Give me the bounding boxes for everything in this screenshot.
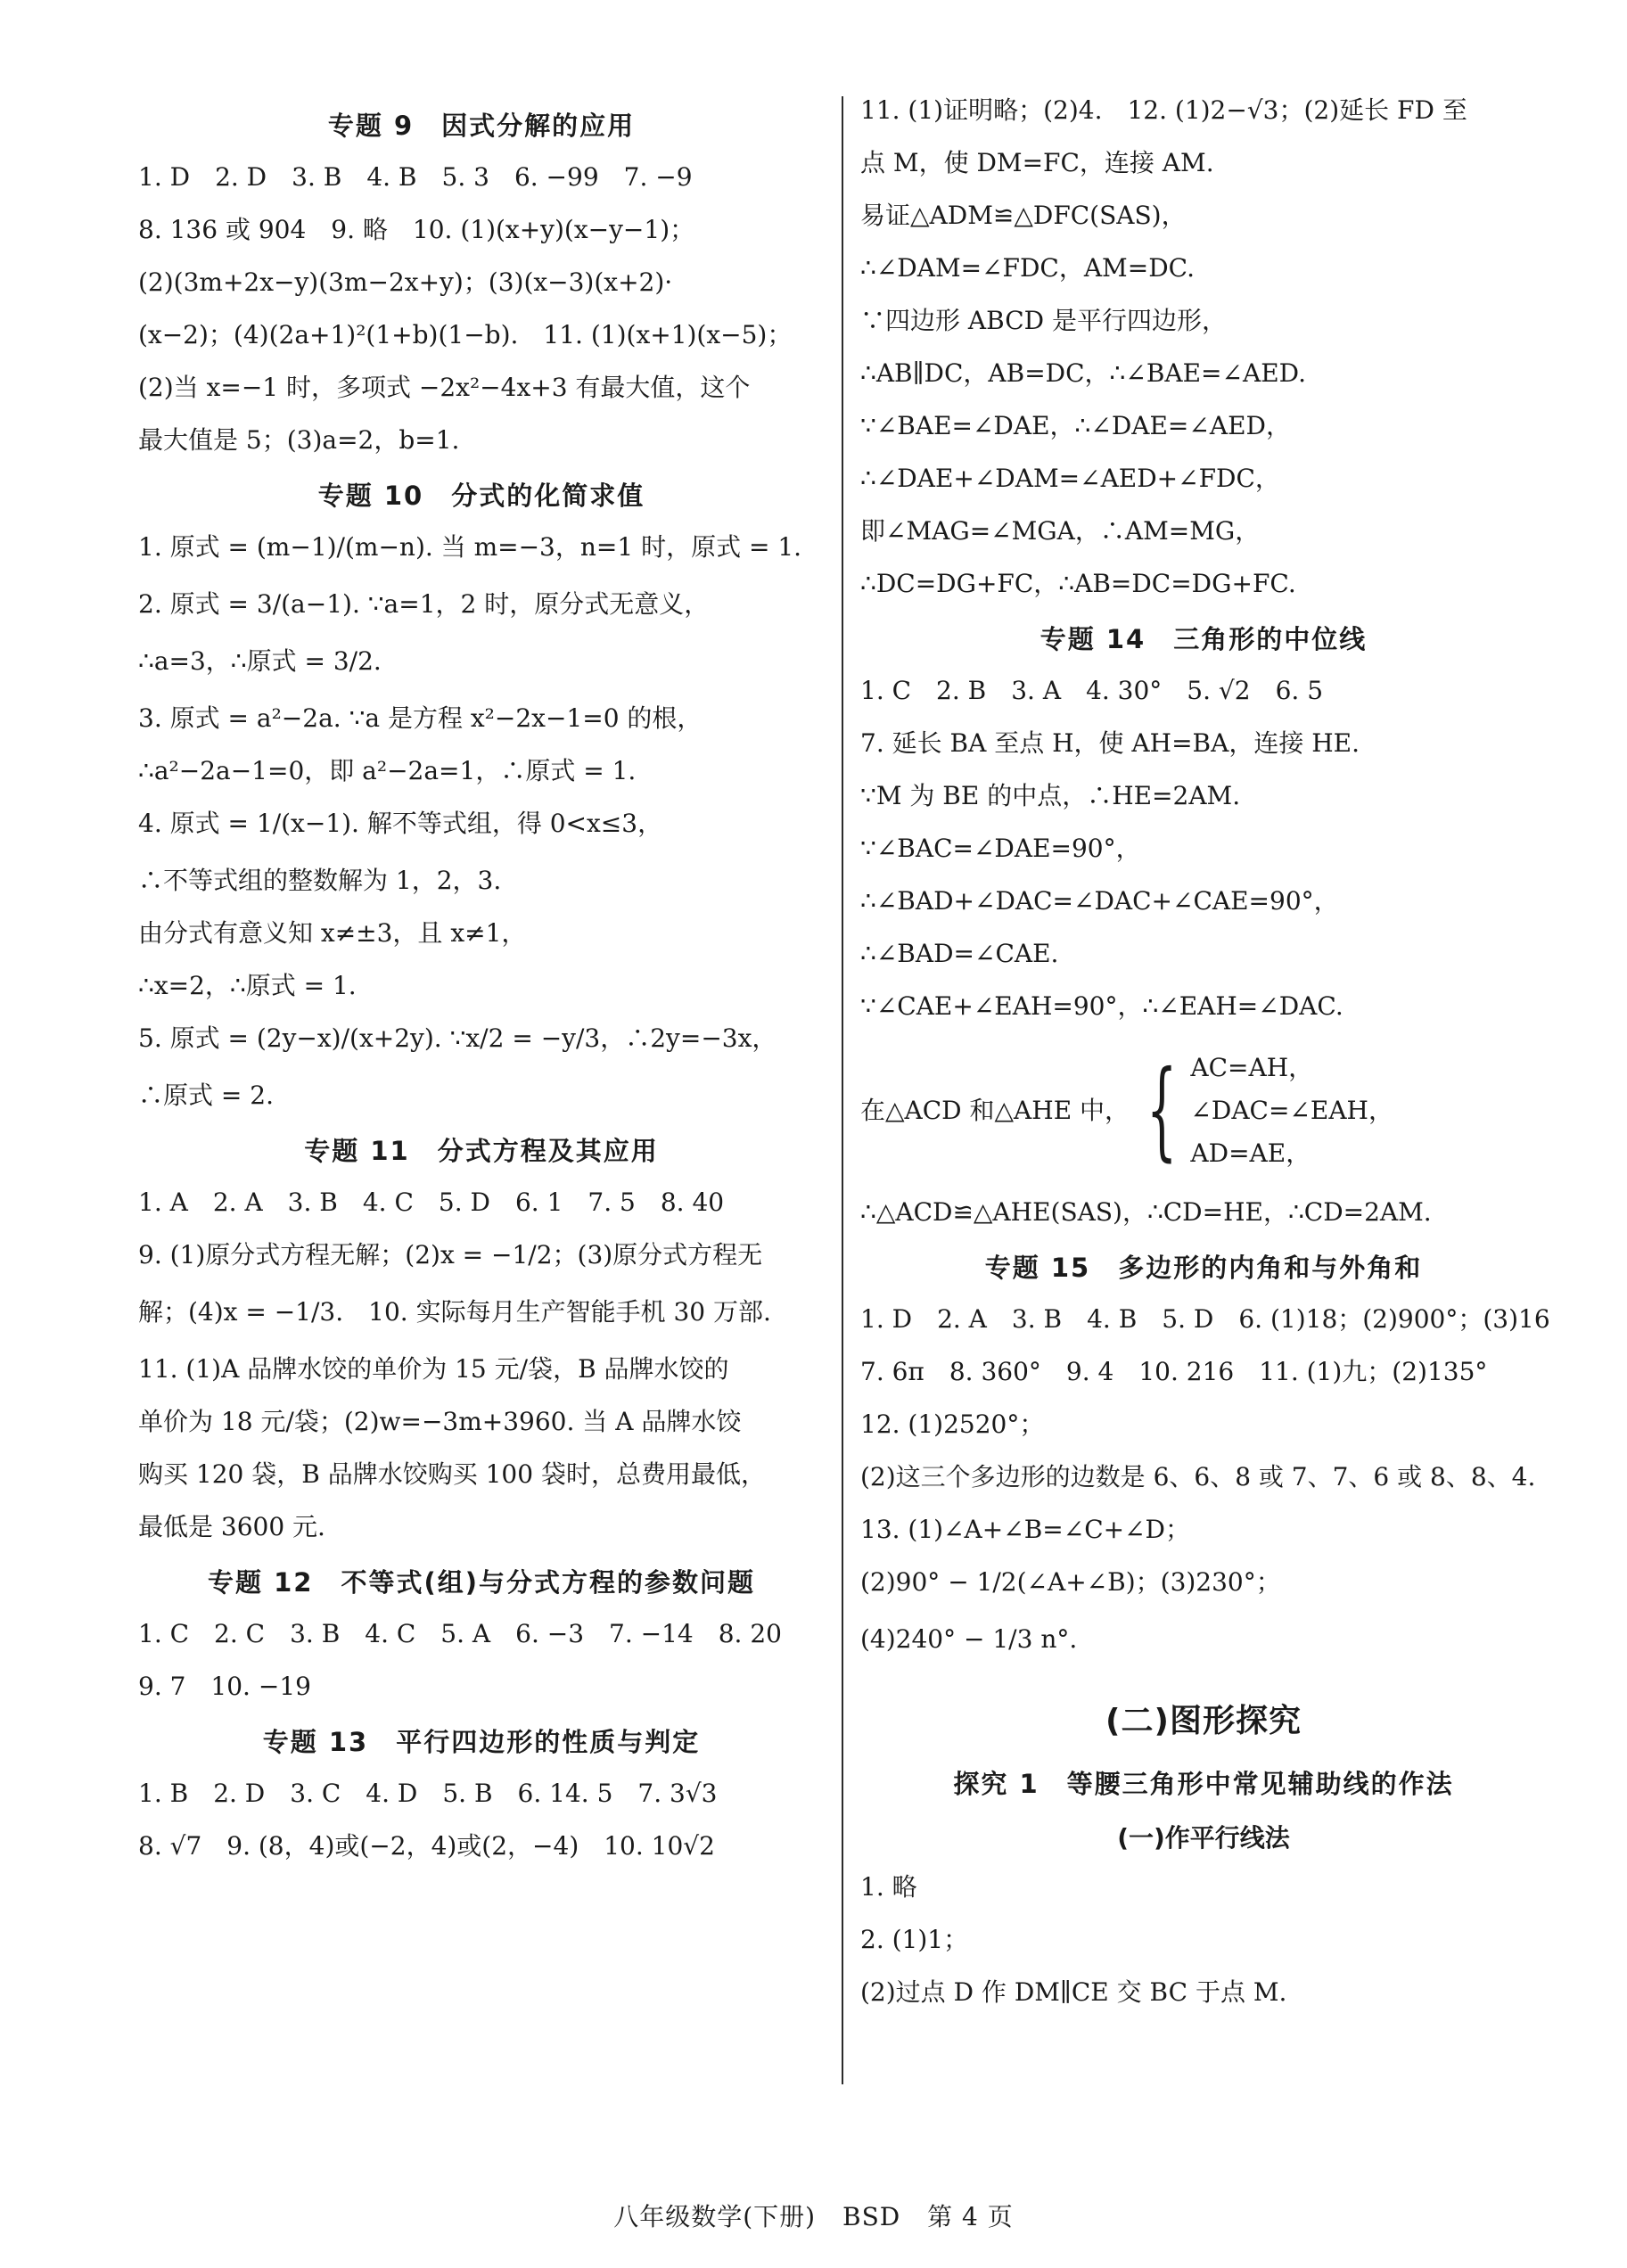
section-heading: 专题 12 不等式(组)与分式方程的参数问题 <box>208 1567 755 1598</box>
answer-line: ∴a²−2a−1=0，即 a²−2a=1，∴原式 = 1. <box>138 756 637 785</box>
answer-line: ∴∠BAD=∠CAE. <box>860 939 1059 968</box>
answer-line: 易证△ADM≌△DFC(SAS)， <box>860 201 1187 230</box>
left-brace-icon: { <box>1146 1048 1178 1172</box>
part-heading: (二)图形探究 <box>1105 1703 1302 1739</box>
answer-line: 即∠MAG=∠MGA，∴AM=MG， <box>860 516 1261 546</box>
answer-line: 单价为 18 元/袋；(2)w=−3m+3960. 当 A 品牌水饺 <box>138 1407 742 1436</box>
answer-line: 1. C 2. B 3. A 4. 30° 5. √2 6. 5 <box>860 676 1324 705</box>
answer-line: ∴AB∥DC，AB=DC，∴∠BAE=∠AED. <box>860 358 1306 388</box>
system-lead-text: 在△ACD 和△AHE 中， <box>860 1096 1130 1125</box>
footer-page: 第 4 页 <box>927 2202 1014 2231</box>
answer-line: ∵∠CAE+∠EAH=90°，∴∠EAH=∠DAC. <box>860 991 1344 1021</box>
answer-line: 11. (1)A 品牌水饺的单价为 15 元/袋，B 品牌水饺的 <box>138 1354 729 1384</box>
sub-heading: (一)作平行线法 <box>1117 1823 1290 1853</box>
answer-line: 2. 原式 = 3/(a−1). ∵a=1，2 时，原分式无意义， <box>138 589 710 619</box>
answer-line: 2. (1)1； <box>860 1925 969 1954</box>
answer-line: 1. C 2. C 3. B 4. C 5. A 6. −3 7. −14 8. 20 <box>138 1619 782 1648</box>
answer-line: 8. 136 或 904 9. 略 10. (1)(x+y)(x−y−1)； <box>138 215 695 244</box>
column-divider <box>842 96 843 2084</box>
footer-edition: BSD <box>842 2202 901 2231</box>
answer-line: 8. √7 9. (8，4)或(−2，4)或(2，−4) 10. 10√2 <box>138 1831 715 1861</box>
section-heading: 专题 13 平行四边形的性质与判定 <box>262 1727 701 1757</box>
answer-line: ∴x=2，∴原式 = 1. <box>138 971 357 1000</box>
answer-line: 购买 120 袋，B 品牌水饺购买 100 袋时，总费用最低， <box>138 1459 766 1489</box>
answer-line: ∴不等式组的整数解为 1，2，3. <box>138 866 502 895</box>
answer-line: 1. A 2. A 3. B 4. C 5. D 6. 1 7. 5 8. 40 <box>138 1187 725 1217</box>
answer-line: 1. 略 <box>860 1872 917 1902</box>
answer-line: 点 M，使 DM=FC，连接 AM. <box>860 148 1214 177</box>
answer-line: (2)过点 D 作 DM∥CE 交 BC 于点 M. <box>860 1977 1287 2007</box>
answer-line: 7. 6π 8. 360° 9. 4 10. 216 11. (1)九；(2)135° <box>860 1357 1488 1386</box>
system-row: ∠DAC=∠EAH， <box>1190 1096 1393 1125</box>
answer-line: 1. 原式 = (m−1)/(m−n). 当 m=−3，n=1 时，原式 = 1. <box>138 532 802 562</box>
answer-line: ∵∠BAC=∠DAE=90°， <box>860 834 1141 863</box>
system-row: AC=AH， <box>1190 1053 1314 1082</box>
answer-line: 9. 7 10. −19 <box>138 1672 311 1701</box>
answer-line: (x−2)；(4)(2a+1)²(1+b)(1−b). 11. (1)(x+1)(x−5)； <box>138 320 793 349</box>
footer-grade: 八年级数学(下册) <box>613 2202 817 2231</box>
answer-line: 最大值是 5；(3)a=2，b=1. <box>138 425 460 455</box>
answer-line: ∴∠BAD+∠DAC=∠DAC+∠CAE=90°， <box>860 886 1339 916</box>
answer-line: 11. (1)证明略；(2)4. 12. (1)2−√3；(2)延长 FD 至 <box>860 95 1467 125</box>
answer-line: 13. (1)∠A+∠B=∠C+∠D； <box>860 1515 1190 1544</box>
equation-system <box>860 1042 1547 1179</box>
page-footer <box>0 2198 1627 2233</box>
answer-line: ∴DC=DG+FC，∴AB=DC=DG+FC. <box>860 569 1296 598</box>
answer-line: 9. (1)原分式方程无解；(2)x = −1/2；(3)原分式方程无 <box>138 1240 763 1270</box>
section-heading: 专题 14 三角形的中位线 <box>1039 624 1368 654</box>
left-column <box>138 94 825 1882</box>
section-heading: 专题 15 多边形的内角和与外角和 <box>984 1253 1423 1283</box>
section-heading: 专题 10 分式的化简求值 <box>317 481 645 511</box>
answer-line: 1. D 2. A 3. B 4. B 5. D 6. (1)18；(2)900°；(3)16 <box>860 1304 1550 1334</box>
answer-line: ∴△ACD≌△AHE(SAS)，∴CD=HE，∴CD=2AM. <box>860 1197 1432 1227</box>
answer-line: ∴∠DAE+∠DAM=∠AED+∠FDC， <box>860 464 1280 493</box>
answer-line: 12. (1)2520°； <box>860 1409 1045 1439</box>
section-heading: 专题 11 分式方程及其应用 <box>304 1136 659 1166</box>
answer-line: 5. 原式 = (2y−x)/(x+2y). ∵x/2 = −y/3，∴2y=−3x， <box>138 1023 777 1053</box>
answer-line: (4)240° − 1/3 n°. <box>860 1624 1078 1654</box>
answer-line: 解；(4)x = −1/3. 10. 实际每月生产智能手机 30 万部. <box>138 1297 771 1327</box>
section-heading: 专题 9 因式分解的应用 <box>327 111 636 141</box>
answer-line: 最低是 3600 元. <box>138 1512 325 1541</box>
answer-line: ∵M 为 BE 的中点，∴HE=2AM. <box>860 781 1241 810</box>
answer-line: (2)90° − 1/2(∠A+∠B)；(3)230°； <box>860 1567 1281 1597</box>
answer-line: ∴∠DAM=∠FDC，AM=DC. <box>860 253 1195 283</box>
answer-line: ∴a=3，∴原式 = 3/2. <box>138 646 382 676</box>
answer-line: ∴原式 = 2. <box>138 1081 274 1110</box>
answer-line: ∵四边形 ABCD 是平行四边形， <box>860 306 1227 335</box>
answer-line: 4. 原式 = 1/(x−1). 解不等式组，得 0<x≤3， <box>138 809 663 838</box>
answer-line: ∵∠BAE=∠DAE，∴∠DAE=∠AED， <box>860 411 1291 440</box>
answer-line: (2)这三个多边形的边数是 6、6、8 或 7、7、6 或 8、8、4. <box>860 1462 1536 1491</box>
answer-line: (2)(3m+2x−y)(3m−2x+y)；(3)(x−3)(x+2)· <box>138 267 673 297</box>
answer-line: 1. B 2. D 3. C 4. D 5. B 6. 14. 5 7. 3√3 <box>138 1779 718 1808</box>
answer-line: 由分式有意义知 x≠±3，且 x≠1， <box>138 918 527 948</box>
right-column <box>860 94 1550 2028</box>
answer-line: 1. D 2. D 3. B 4. B 5. 3 6. −99 7. −9 <box>138 162 693 192</box>
system-row: AD=AE， <box>1190 1138 1311 1168</box>
answer-line: 3. 原式 = a²−2a. ∵a 是方程 x²−2x−1=0 的根， <box>138 703 703 733</box>
answer-line: 7. 延长 BA 至点 H，使 AH=BA，连接 HE. <box>860 728 1360 758</box>
answer-line: (2)当 x=−1 时，多项式 −2x²−4x+3 有最大值，这个 <box>138 373 751 402</box>
section-heading: 探究 1 等腰三角形中常见辅助线的作法 <box>953 1769 1454 1799</box>
